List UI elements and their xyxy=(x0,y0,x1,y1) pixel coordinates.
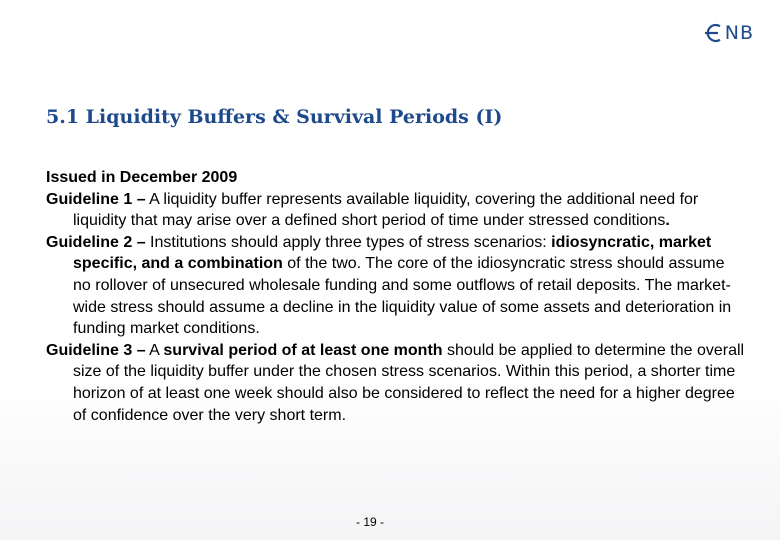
guideline-text-end: . xyxy=(665,212,670,230)
guideline-2 xyxy=(46,232,746,340)
issued-date: Issued in December 2009 xyxy=(46,169,238,186)
guideline-text: Institutions should apply three types of stress scenarios: xyxy=(145,233,552,251)
slide-body xyxy=(46,167,746,426)
guideline-text: should be applied to determine the overall size of the liquidity buffer under the chosen stress scenarios. Within this period, a shorter time horizon of at least one week should also be considered to reflect the need for a higher degree of confidence over the very short term. xyxy=(73,341,745,424)
guideline-label: Guideline 1 – xyxy=(46,190,146,208)
guideline-label: Guideline 3 – xyxy=(46,341,146,359)
guideline-3 xyxy=(46,340,746,426)
guideline-label: Guideline 2 – xyxy=(46,233,146,251)
guideline-emphasis: idiosyncratic, market specific, and a combination xyxy=(73,233,712,273)
slide-title: 5.1 Liquidity Buffers & Survival Periods (I) xyxy=(46,106,503,128)
guideline-text: of the two. The core of the idiosyncratic stress should assume no rollover of unsecured wholesale funding and some outflows of retail deposits. The market-wide stress should assume a decline in the liquidity value of some assets and deterioration in funding market conditions. xyxy=(73,255,732,338)
guideline-text: A liquidity buffer represents available liquidity, covering the additional need for liquidity that may arise over a defined short period of time under stressed conditions xyxy=(73,190,699,230)
page-number: - 19 - xyxy=(355,515,384,529)
logo-text: NB xyxy=(724,22,754,44)
guideline-emphasis: survival period of at least one month xyxy=(163,341,443,359)
oenb-logo xyxy=(703,20,754,46)
guideline-text: A xyxy=(145,341,164,359)
euro-sign-icon xyxy=(703,22,723,44)
guideline-1 xyxy=(46,189,746,232)
